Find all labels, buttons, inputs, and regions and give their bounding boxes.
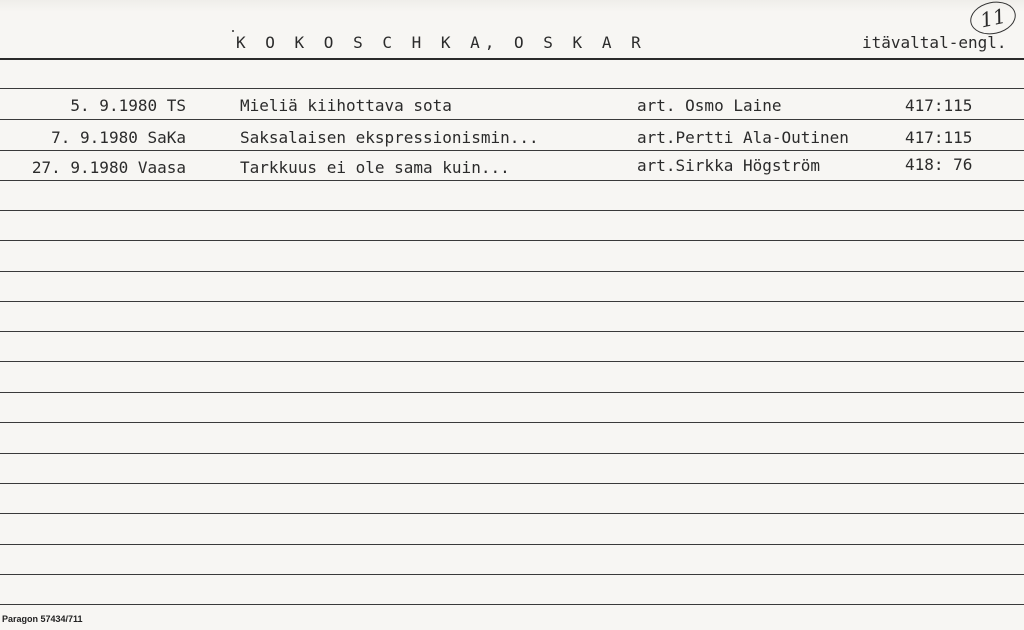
ruled-line [0, 392, 1024, 393]
entry-reference: 417:115 [905, 96, 973, 115]
entry-author: art.Pertti Ala-Outinen [637, 128, 849, 147]
ruled-line [0, 210, 1024, 211]
entry-reference: 417:115 [905, 128, 973, 147]
ruled-line [0, 88, 1024, 89]
ruled-line [0, 513, 1024, 514]
entry-date: 27. 9.1980 Vaasa [31, 158, 186, 177]
ruled-line [0, 483, 1024, 484]
ruled-line [0, 331, 1024, 332]
ruled-line [0, 150, 1024, 151]
subject-nationality: itävaltal-engl. [862, 33, 1007, 52]
entry-author: art.Sirkka Högström [637, 156, 821, 175]
ruled-line [0, 574, 1024, 575]
ruled-line [0, 271, 1024, 272]
entry-reference: 418: 76 [905, 155, 973, 174]
ruled-line [0, 180, 1024, 181]
entry-date: 7. 9.1980 SaKa [51, 128, 186, 147]
ruled-line [0, 544, 1024, 545]
ruled-line [0, 240, 1024, 241]
header-rule [0, 58, 1024, 60]
entry-date: 5. 9.1980 TS [70, 96, 186, 115]
ruled-line [0, 301, 1024, 302]
entry-author: art. Osmo Laine [637, 96, 782, 115]
ruled-line [0, 422, 1024, 423]
entry-title: Tarkkuus ei ole sama kuin... [240, 158, 510, 177]
subject-name: K O K O S C H K A, O S K A R [236, 33, 646, 52]
tick-mark [232, 30, 234, 32]
ruled-line [0, 604, 1024, 605]
card-number-circled: 11 [967, 0, 1019, 38]
entry-title: Saksalaisen ekspressionismin... [240, 128, 539, 147]
printer-mark: Paragon 57434/711 [2, 614, 83, 624]
ruled-line [0, 361, 1024, 362]
ruled-line [0, 119, 1024, 120]
ruled-line [0, 453, 1024, 454]
entry-title: Mieliä kiihottava sota [240, 96, 452, 115]
